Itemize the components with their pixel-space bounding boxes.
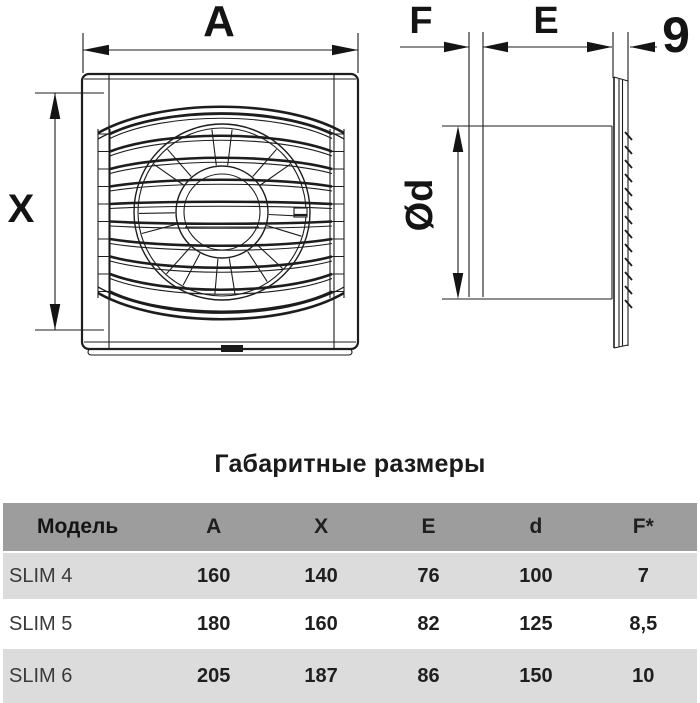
- value-f: 8,5: [629, 612, 658, 635]
- table-row-slim4: [3, 553, 697, 599]
- column-header-d: d: [529, 515, 543, 538]
- value-f: 10: [632, 664, 655, 687]
- dim-label-x: X: [7, 187, 35, 231]
- column-header-a: A: [206, 515, 222, 538]
- duct: [442, 126, 612, 299]
- table-row-slim5: [3, 601, 697, 647]
- value-a: 205: [197, 664, 231, 687]
- impeller: [134, 124, 310, 300]
- value-d: 100: [519, 564, 553, 587]
- side-panel: [614, 77, 632, 348]
- table-header-row: [3, 503, 697, 551]
- dimension-x: [35, 93, 104, 330]
- dim-label-f: F: [409, 0, 433, 42]
- side-view: [399, 0, 690, 348]
- value-d: 125: [519, 612, 553, 635]
- dim-label-a: A: [203, 0, 235, 46]
- value-x: 187: [304, 664, 338, 687]
- value-a: 180: [197, 612, 231, 635]
- bottom-clip: [221, 345, 243, 352]
- column-header-f: F*: [632, 515, 654, 538]
- value-x: 140: [304, 564, 338, 587]
- value-e: 86: [417, 664, 440, 687]
- value-d: 150: [519, 664, 553, 687]
- table-title: Габаритные размеры: [214, 450, 486, 478]
- column-header-model: Модель: [37, 515, 119, 538]
- table-row-slim6: [3, 649, 697, 703]
- column-header-x: X: [314, 515, 329, 538]
- value-e: 82: [417, 612, 440, 635]
- dim-label-e: E: [533, 0, 559, 42]
- value-x: 160: [304, 612, 338, 635]
- dimension-d: [453, 126, 464, 299]
- front-view: [8, 0, 358, 355]
- dim-label-d: Ød: [399, 178, 441, 232]
- dim-label-9: 9: [662, 7, 690, 63]
- value-e: 76: [417, 564, 440, 587]
- model-name: SLIM 5: [9, 612, 73, 635]
- dimensions-table: [3, 503, 697, 703]
- column-header-e: E: [421, 515, 436, 538]
- model-name: SLIM 4: [9, 564, 73, 587]
- value-a: 160: [197, 564, 231, 587]
- value-f: 7: [637, 564, 649, 587]
- model-name: SLIM 6: [9, 664, 73, 687]
